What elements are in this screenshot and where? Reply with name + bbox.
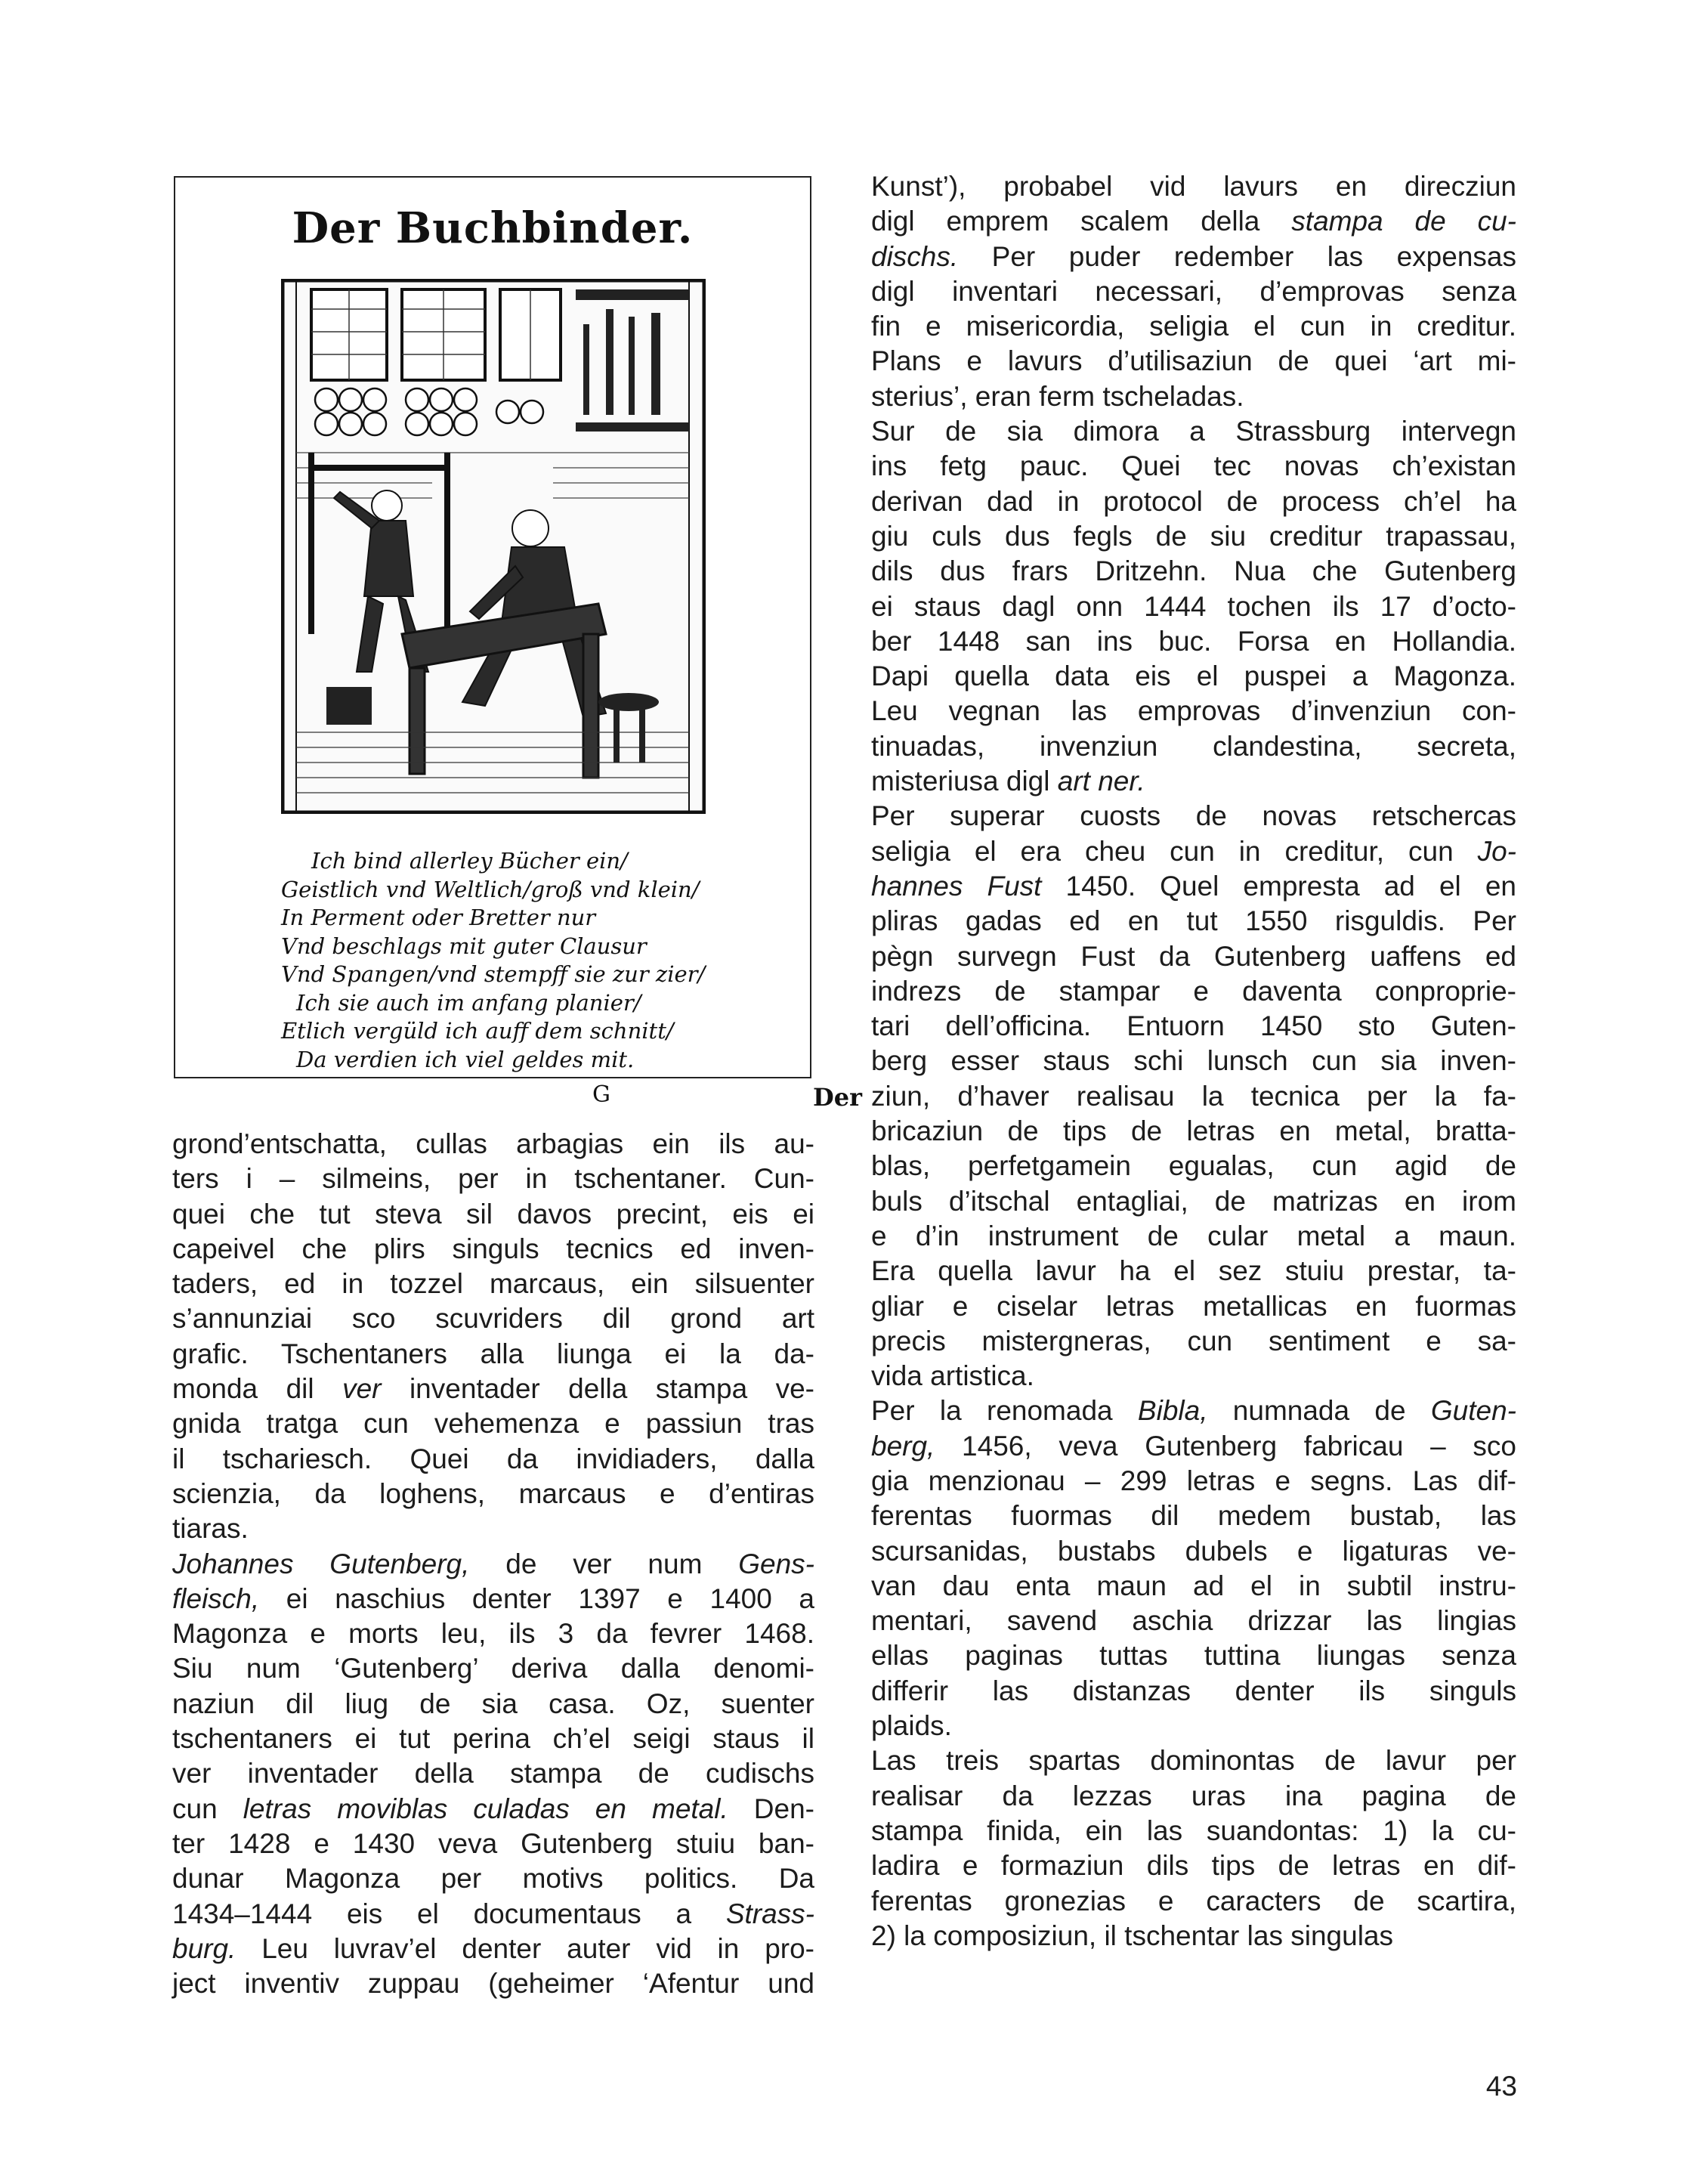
text-line: pègn survegn Fust da Gutenberg uaffens ed <box>871 940 1516 972</box>
right-text-column <box>871 169 1516 1954</box>
text-line: gliar e ciselar letras metallicas en fuormas <box>871 1290 1516 1322</box>
text-line: quei che tut steva sil davos precint, eis ei <box>172 1198 814 1230</box>
catchword: Der <box>813 1083 862 1112</box>
page-number: 43 <box>1485 2071 1517 2102</box>
text-line: dischs. Per puder redember las expensas <box>871 240 1516 272</box>
text-line: scienzia, da loghens, marcaus e d’entiras <box>172 1477 814 1509</box>
text-line: ziun, d’haver realisau la tecnica per la fa- <box>871 1080 1516 1112</box>
text-line: vida artistica. <box>871 1360 1034 1392</box>
text-line: Johannes Gutenberg, de ver num Gens- <box>172 1548 814 1579</box>
text-line: indrezs de stampar e daventa conproprie- <box>871 975 1516 1007</box>
text-line: blas, perfetgamein egualas, cun agid de <box>871 1150 1516 1182</box>
text-line: plaids. <box>871 1710 952 1742</box>
verse-line: Ich bind allerley Bücher ein/ <box>311 848 628 874</box>
text-line: sterius’, eran ferm tscheladas. <box>871 380 1244 412</box>
text-line: Leu vegnan las emprovas d’invenziun con- <box>871 695 1516 727</box>
text-line: taders, ed in tozzel marcaus, ein silsuenter <box>172 1268 814 1300</box>
text-line: gia menzionau – 299 letras e segns. Las dif- <box>871 1465 1516 1496</box>
figure-title: Der Buchbinder. <box>292 203 694 253</box>
text-line: ladira e formaziun dils tips de letras en dif- <box>871 1850 1516 1882</box>
signature-mark: G <box>592 1081 610 1108</box>
text-line: derivan dad in protocol de process ch’el ha <box>871 485 1516 517</box>
verse-line: Geistlich vnd Weltlich/groß vnd klein/ <box>281 876 700 902</box>
text-line: e d’in instrument de cular metal a maun. <box>871 1220 1516 1251</box>
text-line: ferentas gronezias e caracters de scartira, <box>871 1885 1516 1916</box>
text-line: dunar Magonza per motivs politics. Da <box>172 1863 814 1895</box>
text-line: tiaras. <box>172 1513 249 1545</box>
left-text-column <box>172 1127 814 2001</box>
text-line: giu culs dus fegls de siu creditur trapassau, <box>871 520 1516 552</box>
verse-line: Vnd Spangen/vnd stempff sie zur zier/ <box>281 961 706 987</box>
text-line: differir las distanzas denter ils singuls <box>871 1675 1516 1706</box>
text-line: naziun dil liug de sia casa. Oz, suenter <box>172 1687 814 1719</box>
text-line: fleisch, ei naschius denter 1397 e 1400 a <box>172 1582 814 1614</box>
text-line: buls d’itschal entagliai, de matrizas en irom <box>871 1185 1516 1217</box>
text-line: Era quella lavur ha el sez stuiu prestar, ta- <box>871 1255 1516 1287</box>
text-line: precis mistergneras, cun sentiment e sa- <box>871 1325 1516 1356</box>
text-line: misteriusa digl art ner. <box>871 766 1145 797</box>
text-line: 2) la composiziun, il tschentar las singulas <box>871 1920 1393 1951</box>
text-line: seligia el era cheu cun in creditur, cun Jo- <box>871 835 1516 867</box>
text-line: Las treis spartas dominontas de lavur per <box>871 1745 1516 1777</box>
text-line: ber 1448 san ins buc. Forsa en Hollandia. <box>871 625 1516 657</box>
text-line: stampa finida, ein las suandontas: 1) la cu- <box>871 1814 1516 1846</box>
text-line: scursanidas, bustabs dubels e ligaturas ve- <box>871 1535 1516 1567</box>
text-line: ver inventader della stampa de cudischs <box>172 1758 814 1790</box>
text-line: dils dus frars Dritzehn. Nua che Gutenberg <box>871 555 1516 587</box>
text-line: ter 1428 e 1430 veva Gutenberg stuiu ban- <box>172 1827 814 1859</box>
text-line: ins fetg pauc. Quei tec novas ch’existan <box>871 450 1516 482</box>
text-line: digl emprem scalem della stampa de cu- <box>871 206 1516 237</box>
bookbinder-woodcut-image <box>281 279 706 814</box>
text-line: bricaziun de tips de letras en metal, bratta- <box>871 1115 1516 1147</box>
text-line: Dapi quella data eis el puspei a Magonza. <box>871 660 1516 692</box>
text-line: grond’entschatta, cullas arbagias ein ils au- <box>172 1128 814 1159</box>
verse-block <box>281 847 734 1074</box>
verse-line: Ich sie auch im anfang planier/ <box>296 989 641 1016</box>
text-line: cun letras moviblas culadas en metal. Den- <box>172 1793 814 1824</box>
verse-line: In Perment oder Bretter nur <box>281 905 596 930</box>
text-line: tschentaners ei tut perina ch’el seigi staus il <box>172 1723 814 1755</box>
text-line: grafic. Tschentaners alla liunga ei la da- <box>172 1338 814 1369</box>
text-line: Per superar cuosts de novas retschercas <box>871 800 1516 832</box>
text-line: Plans e lavurs d’utilisaziun de quei ‘art mi- <box>871 345 1516 377</box>
text-line: Magonza e morts leu, ils 3 da fevrer 1468. <box>172 1618 814 1650</box>
verse-line: Vnd beschlags mit guter Clausur <box>281 933 647 959</box>
text-line: realisar da lezzas uras ina pagina de <box>871 1780 1516 1811</box>
text-line: tari dell’officina. Entuorn 1450 sto Guten- <box>871 1010 1516 1042</box>
text-line: Kunst’), probabel vid lavurs en direcziun <box>871 171 1516 202</box>
text-line: s’annunziai sco scuvriders dil grond art <box>172 1303 814 1335</box>
text-line: ellas paginas tuttas tuttina liungas senza <box>871 1640 1516 1672</box>
text-line: ject inventiv zuppau (geheimer ‘Afentur und <box>172 1968 814 2000</box>
text-line: berg, 1456, veva Gutenberg fabricau – sco <box>871 1430 1516 1462</box>
text-line: ters i – silmeins, per in tschentaner. Cun- <box>172 1163 814 1195</box>
text-line: Per la renomada Bibla, numnada de Guten- <box>871 1395 1516 1427</box>
text-line: fin e misericordia, seligia el cun in creditur. <box>871 311 1516 342</box>
text-line: tinuadas, invenziun clandestina, secreta, <box>871 730 1516 762</box>
text-line: mentari, savend aschia drizzar las lingias <box>871 1605 1516 1637</box>
text-line: burg. Leu luvrav’el denter auter vid in pro- <box>172 1932 814 1964</box>
text-line: ei staus dagl onn 1444 tochen ils 17 d’octo- <box>871 590 1516 622</box>
text-line: il tschariesch. Quei da invidiaders, dalla <box>172 1443 814 1474</box>
text-line: van dau enta maun ad el in subtil instru- <box>871 1570 1516 1601</box>
text-line: ferentas fuormas dil medem bustab, las <box>871 1500 1516 1532</box>
text-line: monda dil ver inventader della stampa ve- <box>172 1373 815 1405</box>
text-line: gnida tratga cun vehemenza e passiun tras <box>172 1408 814 1440</box>
text-line: Siu num ‘Gutenberg’ deriva dalla denomi- <box>172 1653 814 1684</box>
text-line: digl inventari necessari, d’emprovas senza <box>871 275 1516 307</box>
text-line: 1434–1444 eis el documentaus a Strass- <box>172 1898 814 1929</box>
verse-line: Da verdien ich viel geldes mit. <box>296 1046 635 1072</box>
text-line: berg esser staus schi lunsch cun sia inven- <box>871 1045 1516 1077</box>
text-line: capeivel che plirs singuls tecnics ed inven- <box>172 1233 814 1264</box>
woodcut-figure <box>174 176 862 1112</box>
text-line: pliras gadas ed en tut 1550 risguldis. Per <box>871 905 1516 937</box>
verse-line: Etlich vergüld ich auff dem schnitt/ <box>281 1018 674 1044</box>
text-line: Sur de sia dimora a Strassburg intervegn <box>871 416 1516 447</box>
text-line: hannes Fust 1450. Quel empresta ad el en <box>871 870 1516 902</box>
